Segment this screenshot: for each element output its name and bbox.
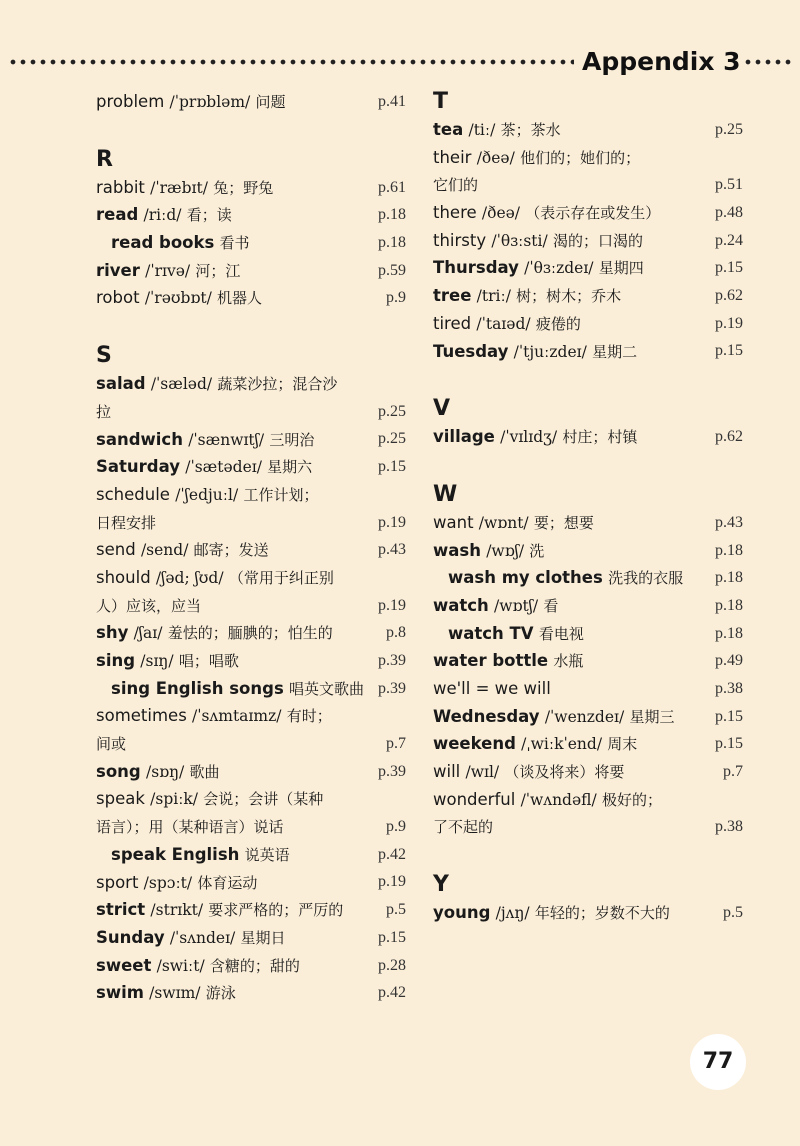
definition: 人）应该，应当 (96, 596, 202, 615)
page-reference: p.15 (715, 342, 743, 360)
entry-line (433, 675, 743, 703)
page-reference: p.61 (378, 178, 406, 196)
headword: thirsty (433, 230, 487, 250)
definition: 体育运动 (197, 873, 258, 892)
dictionary-entry (433, 144, 743, 199)
headword: wonderful (433, 789, 516, 809)
page-reference: p.39 (378, 762, 406, 780)
definition: 它们的 (433, 176, 479, 195)
definition: 有时； (286, 707, 332, 726)
definition: 间或 (96, 735, 127, 754)
page-reference: p.15 (378, 928, 406, 946)
headword: sing (96, 651, 136, 670)
page-reference: p.38 (715, 818, 743, 836)
entry-line (96, 702, 406, 730)
entry-line (96, 924, 406, 952)
dictionary-entry (96, 869, 406, 897)
dictionary-entry (96, 284, 406, 312)
headword: river (96, 260, 140, 280)
page-reference: p.19 (378, 873, 406, 891)
header-dotted-rule (8, 59, 574, 65)
dictionary-entry (433, 338, 743, 366)
headword: Thursday (433, 258, 519, 278)
definition: 游泳 (205, 984, 236, 1003)
headword: weekend (433, 734, 516, 754)
definition: 星期三 (629, 707, 675, 726)
definition: 他们的；她们的； (520, 148, 641, 167)
headword: salad (96, 374, 146, 394)
definition: 星期二 (592, 342, 638, 361)
entry-line (96, 174, 406, 202)
phonetic: /ˈræbɪt/ (150, 178, 208, 197)
phonetic: /wɒtʃ/ (494, 596, 539, 615)
dictionary-entry (433, 116, 743, 144)
dictionary-entry (96, 924, 406, 952)
entry-line (433, 813, 743, 841)
phonetic: /wɒnt/ (478, 513, 529, 532)
page-reference: p.43 (378, 541, 406, 559)
headword: water bottle (433, 651, 549, 671)
entry-line (433, 310, 743, 338)
definition: 日程安排 (96, 513, 157, 532)
headword: sweet (96, 955, 152, 975)
page-reference: p.41 (378, 92, 406, 110)
entry-line (96, 896, 406, 924)
phonetic: /ˈsænwɪtʃ/ (188, 430, 265, 449)
dictionary-entry (96, 841, 406, 869)
entry-line (433, 116, 743, 144)
headword: sport (96, 872, 139, 892)
dictionary-entry (433, 592, 743, 620)
entry-line (433, 227, 743, 255)
dictionary-entry (433, 199, 743, 227)
page-reference: p.15 (715, 259, 743, 277)
headword: wash my clothes (448, 568, 603, 588)
page-number-badge: 77 (690, 1034, 746, 1090)
page-reference: p.9 (386, 818, 406, 836)
definition: （谈及将来）将要 (504, 763, 625, 782)
headword: tree (433, 286, 472, 306)
page-reference: p.15 (715, 735, 743, 753)
phonetic: /ˌwiːkˈend/ (521, 735, 603, 754)
dictionary-entry (96, 758, 406, 786)
headword: should (96, 567, 151, 587)
entry-line (96, 647, 406, 675)
headword: swim (96, 983, 144, 1003)
definition: 茶；茶水 (500, 121, 561, 139)
dictionary-entry (433, 310, 743, 338)
page-reference: p.28 (378, 956, 406, 974)
headword: wash (433, 540, 481, 560)
dictionary-entry (96, 481, 406, 536)
dictionary-entry (96, 453, 406, 481)
headword: read books (111, 233, 215, 253)
headword: watch (433, 595, 489, 615)
headword: sing English songs (111, 678, 284, 698)
definition: 邮寄；发送 (193, 541, 269, 560)
dictionary-entry (96, 896, 406, 924)
section-letter-r: R (96, 146, 113, 172)
page-reference: p.18 (715, 624, 743, 642)
page-reference: p.19 (715, 314, 743, 332)
headword: Tuesday (433, 341, 509, 361)
headword: problem (96, 92, 165, 111)
entry-line (96, 398, 406, 426)
definition: 看 (543, 596, 559, 615)
dictionary-entry (96, 257, 406, 285)
dictionary-entry (96, 785, 406, 840)
entry-line (96, 952, 406, 980)
page-reference: p.24 (715, 231, 743, 249)
dictionary-entry (433, 647, 743, 675)
headword: rabbit (96, 177, 145, 197)
definition: 语言）；用（某种语言）说话 (96, 818, 284, 837)
section-letter-v: V (433, 396, 451, 422)
definition: 要；想要 (533, 513, 594, 532)
phonetic: /wɪl/ (465, 763, 500, 782)
definition: 星期四 (598, 259, 644, 278)
right-column (433, 88, 743, 927)
headword: strict (96, 900, 146, 920)
dictionary-entry (96, 675, 406, 703)
entry-line (96, 284, 406, 312)
dictionary-entry (433, 254, 743, 282)
headword: shy (96, 623, 129, 643)
headword: village (433, 427, 495, 447)
entry-line (433, 899, 743, 927)
entry-line (433, 423, 743, 451)
phonetic: /ˈtaɪəd/ (476, 314, 531, 333)
page-reference: p.19 (378, 513, 406, 531)
phonetic: /ðeə/ (481, 204, 521, 223)
entry-line (96, 869, 406, 897)
phonetic: /ˈrəʊbɒt/ (144, 289, 212, 308)
phonetic: /ˈθɜːsti/ (491, 231, 548, 250)
phonetic: /sɪŋ/ (140, 652, 174, 670)
dictionary-entry (96, 564, 406, 619)
definition: 羞怯的；腼腆的；怕生的 (167, 624, 333, 643)
dictionary-entry (433, 899, 743, 927)
dictionary-entry (96, 536, 406, 564)
page-reference: p.62 (715, 428, 743, 446)
phonetic: /ˈsʌmtaɪmz/ (192, 707, 282, 726)
phonetic: /tiː/ (468, 121, 496, 139)
definition: 年轻的；岁数不大的 (534, 904, 670, 923)
definition: 看电视 (538, 624, 584, 643)
page-reference: p.7 (723, 763, 743, 781)
dictionary-entry (433, 227, 743, 255)
entry-line (433, 509, 743, 537)
definition: 周末 (607, 735, 638, 754)
headword: speak English (111, 844, 240, 864)
section-gap (433, 365, 743, 395)
definition: 歌曲 (189, 762, 220, 781)
phonetic: /ˈvɪlɪdʒ/ (500, 428, 558, 447)
entry-line (96, 88, 406, 116)
dictionary-entry (96, 619, 406, 647)
definition: 星期六 (267, 458, 313, 477)
page-reference: p.5 (723, 904, 743, 922)
entry-line (96, 592, 406, 620)
entry-line (96, 509, 406, 537)
phonetic: /ʃaɪ/ (133, 624, 163, 643)
page-reference: p.7 (386, 735, 406, 753)
entry-line (433, 282, 743, 310)
dictionary-entry (433, 564, 743, 592)
phonetic: /ˈwenzdeɪ/ (544, 707, 625, 726)
headword: send (96, 540, 136, 560)
page-reference: p.18 (715, 569, 743, 587)
dictionary-entry (433, 282, 743, 310)
page-reference: p.18 (378, 206, 406, 224)
entry-line (96, 426, 406, 454)
phonetic: /riːd/ (143, 206, 182, 225)
phonetic: /swɪm/ (149, 984, 201, 1003)
definition: 含糖的；甜的 (209, 956, 300, 975)
definition: 唱；唱歌 (178, 652, 239, 670)
entry-line (96, 481, 406, 509)
page-reference: p.39 (378, 651, 406, 669)
dictionary-entry (96, 201, 406, 229)
definition: 渴的；口渴的 (552, 231, 643, 250)
entry-line (96, 564, 406, 592)
entry-line (96, 785, 406, 813)
definition: 看；读 (186, 206, 232, 225)
headword: speak (96, 789, 145, 809)
definition: 蔬菜沙拉；混合沙 (217, 375, 338, 394)
headword: there (433, 203, 477, 223)
definition: 极好的； (601, 790, 662, 809)
page-reference: p.38 (715, 679, 743, 697)
dictionary-entry (433, 675, 743, 703)
definition: 唱英文歌曲 (289, 679, 365, 698)
phonetic: /ˈprɒbləm/ (169, 93, 251, 111)
entry-line (433, 703, 743, 731)
definition: 会说；会讲（某种 (203, 790, 324, 809)
page-reference: p.39 (378, 679, 406, 697)
dictionary-entry (433, 703, 743, 731)
entry-line (96, 758, 406, 786)
phonetic: /ˈtjuːzdeɪ/ (513, 342, 587, 361)
page-reference: p.42 (378, 984, 406, 1002)
dictionary-entry (433, 423, 743, 451)
phonetic: /triː/ (476, 287, 511, 306)
dictionary-entry (433, 537, 743, 565)
headword: Saturday (96, 457, 180, 477)
headword: schedule (96, 484, 170, 504)
entry-line (111, 229, 406, 257)
dictionary-entry (96, 426, 406, 454)
phonetic: /ˈʃedjuːl/ (175, 485, 239, 504)
dictionary-entry (96, 370, 406, 425)
entry-line (433, 592, 743, 620)
definition: 机器人 (217, 289, 263, 308)
phonetic: /ˈsætədeɪ/ (185, 458, 262, 477)
section-letter-w: W (433, 481, 458, 507)
entry-line (433, 338, 743, 366)
definition: （表示存在或发生） (525, 204, 661, 223)
headword: song (96, 761, 141, 781)
phonetic: /swiːt/ (156, 956, 205, 975)
definition: 三明治 (269, 430, 315, 449)
entry-line (433, 254, 743, 282)
page-reference: p.15 (378, 458, 406, 476)
phonetic: /ʃəd; ʃʊd/ (155, 568, 224, 587)
definition: 了不起的 (433, 818, 494, 837)
entry-line (433, 144, 743, 172)
appendix-title: Appendix 3 (582, 47, 741, 76)
definition: 要求严格的；严厉的 (208, 901, 344, 920)
headword: their (433, 147, 472, 167)
page-reference: p.49 (715, 652, 743, 670)
entry-line (433, 786, 743, 814)
headword: Wednesday (433, 706, 540, 726)
phonetic: /ˈrɪvə/ (145, 261, 191, 280)
dictionary-entry (433, 509, 743, 537)
definition: 说英语 (244, 845, 290, 864)
definition: 看书 (219, 234, 250, 253)
page-reference: p.19 (378, 596, 406, 614)
section-gap (96, 312, 406, 342)
page-reference: p.18 (715, 596, 743, 614)
headword: tea (433, 120, 464, 139)
entry-line (96, 619, 406, 647)
entry-line (111, 841, 406, 869)
section-gap (433, 451, 743, 481)
definition: 拉 (96, 402, 112, 421)
page-reference: p.42 (378, 845, 406, 863)
page-reference: p.9 (386, 289, 406, 307)
dictionary-entry (433, 620, 743, 648)
dictionary-entry (96, 647, 406, 675)
entry-line (433, 730, 743, 758)
entry-line (96, 257, 406, 285)
phonetic: /jʌŋ/ (495, 904, 530, 923)
definition: 星期日 (240, 928, 286, 947)
headword: want (433, 512, 474, 532)
entry-line (96, 536, 406, 564)
page-reference: p.5 (386, 901, 406, 919)
entry-line (111, 675, 406, 703)
definition: 洗 (529, 541, 545, 560)
phonetic: /spɔːt/ (143, 873, 193, 892)
phonetic: /ðeə/ (476, 148, 515, 167)
entry-line (433, 537, 743, 565)
dictionary-entry (96, 229, 406, 257)
dictionary-entry (433, 758, 743, 786)
entry-line (96, 813, 406, 841)
phonetic: /ˈsæləd/ (150, 375, 213, 394)
page-reference: p.48 (715, 204, 743, 222)
page-reference: p.62 (715, 287, 743, 305)
entry-line (433, 171, 743, 199)
definition: 村庄；村镇 (562, 428, 638, 447)
section-letter-s: S (96, 343, 112, 369)
page-reference: p.18 (715, 541, 743, 559)
entry-line (433, 758, 743, 786)
page-reference: p.51 (715, 176, 743, 194)
section-letter-t: T (433, 89, 449, 114)
headword: Sunday (96, 927, 165, 947)
definition: （常用于纠正别 (228, 568, 334, 587)
entry-line (96, 370, 406, 398)
phonetic: /ˈsʌndeɪ/ (169, 928, 236, 947)
entry-line (433, 199, 743, 227)
headword: we'll = we will (433, 679, 551, 698)
section-gap (96, 116, 406, 146)
phonetic: /strɪkt/ (150, 901, 204, 920)
entry-line (96, 979, 406, 1007)
page-reference: p.59 (378, 261, 406, 279)
phonetic: /sɒŋ/ (145, 762, 185, 781)
page-reference: p.25 (378, 430, 406, 448)
headword: read (96, 205, 139, 225)
headword: robot (96, 288, 140, 308)
dictionary-entry (96, 702, 406, 757)
headword: watch TV (448, 623, 534, 643)
entry-line (448, 620, 743, 648)
headword: will (433, 762, 461, 782)
definition: 洗我的衣服 (608, 569, 684, 588)
page-reference: p.25 (378, 402, 406, 420)
section-letter-y: Y (433, 872, 449, 898)
left-column (96, 88, 406, 1007)
phonetic: /wɒʃ/ (486, 541, 525, 560)
page-reference: p.43 (715, 513, 743, 531)
headword: tired (433, 313, 472, 333)
entry-line (96, 730, 406, 758)
dictionary-entry (433, 786, 743, 841)
phonetic: /ˈwʌndəfl/ (520, 790, 597, 809)
headword: sandwich (96, 429, 183, 449)
dictionary-entry (96, 952, 406, 980)
dictionary-entry (96, 88, 406, 116)
entry-line (433, 647, 743, 675)
definition: 问题 (255, 93, 286, 111)
definition: 河；江 (195, 261, 241, 280)
page-reference: p.25 (715, 120, 743, 138)
page-reference: p.15 (715, 707, 743, 725)
phonetic: /spiːk/ (150, 790, 199, 809)
entry-line (96, 201, 406, 229)
dictionary-entry (96, 979, 406, 1007)
phonetic: /ˈθɜːzdeɪ/ (524, 259, 594, 278)
entry-line (96, 453, 406, 481)
dictionary-entry (96, 174, 406, 202)
headword: sometimes (96, 706, 187, 726)
entry-line (448, 564, 743, 592)
definition: 工作计划； (243, 485, 319, 504)
dictionary-entry (433, 730, 743, 758)
page-reference: p.18 (378, 234, 406, 252)
phonetic: /send/ (140, 541, 189, 560)
page-reference: p.8 (386, 624, 406, 642)
header-dotted-rule-right (743, 59, 795, 65)
definition: 树；树木；乔木 (516, 287, 622, 306)
definition: 水瓶 (553, 652, 584, 671)
headword: young (433, 903, 491, 923)
definition: 兔；野兔 (213, 178, 274, 197)
section-gap (433, 841, 743, 871)
definition: 疲倦的 (535, 314, 581, 333)
